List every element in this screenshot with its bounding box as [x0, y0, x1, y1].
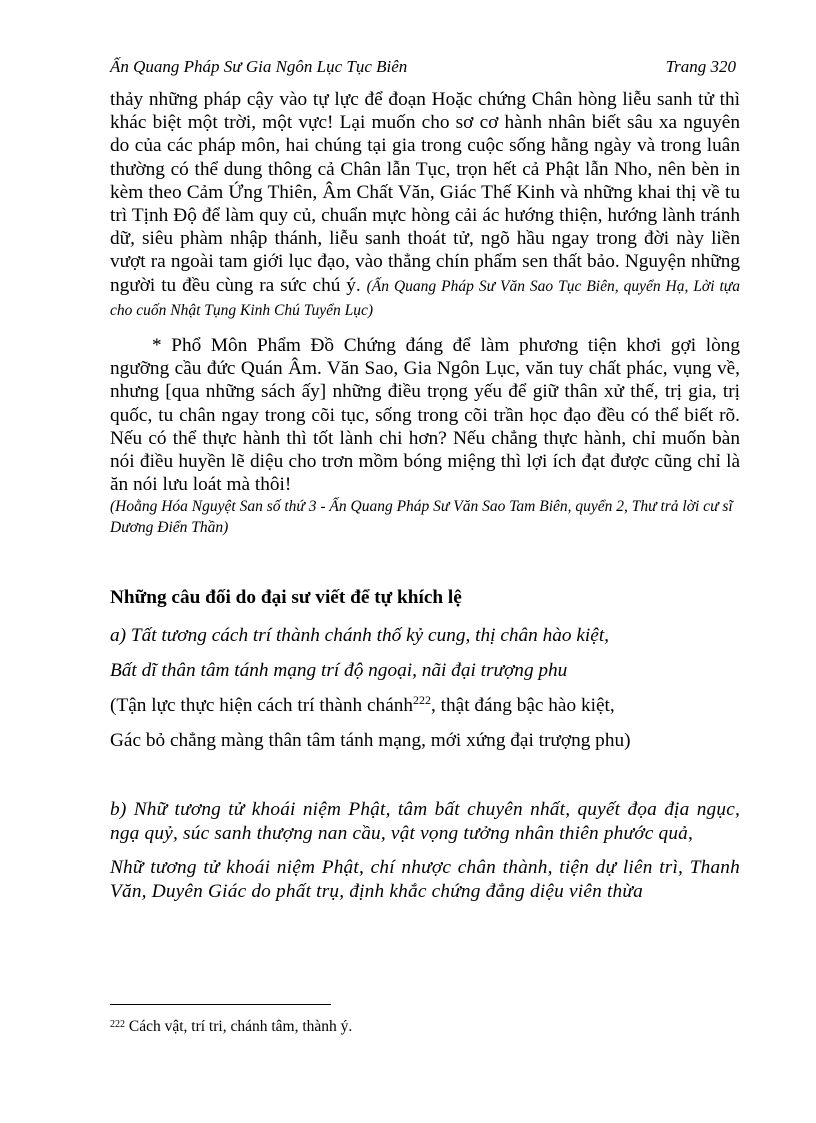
book-title: Ấn Quang Pháp Sư Gia Ngôn Lục Tục Biên [110, 57, 408, 76]
couplet-a-translation-1 [110, 694, 740, 718]
couplet-b-line-1: b) Nhữ tương tử khoái niệm Phật, tâm bất chuyên nhất, quyết đọa địa ngục, ngạ quỷ, súc sanh thượng nan cầu, vật vọng tưởng nhân thiên phước quả, [110, 799, 740, 845]
paragraph-2: * Phổ Môn Phẩm Đồ Chứng đáng để làm phương tiện khơi gợi lòng ngưỡng cầu đức Quán Âm. Văn Sao, Gia Ngôn Lục, văn tuy chất phác, vụng về, nhưng [qua những sách ấy] những điều trọng yếu để giữ thân xử thế, trị gia, trị quốc, tu chân ngay trong cõi tục, sống trong cõi trần học đạo đều có thể biết rõ. Nếu có thể thực hành thì tốt lành chi hơn? Nếu chẳng thực hành, chỉ muốn bàn nói điều huyền lẽ diệu cho trơn mồm bóng miệng thì lợi ích đạt được cũng chỉ là ăn nói lưu loát mà thôi! [110, 335, 740, 496]
footnote-number: 222 [110, 1019, 125, 1030]
spacer [110, 764, 740, 798]
running-header [110, 57, 736, 77]
paragraph-1 [110, 88, 740, 322]
paragraph-1-citation: (Ấn Quang Pháp Sư Văn Sao Tục Biên, quyển Hạ, Lời tựa cho cuốn Nhật Tụng Kinh Chú Tuyển Lục) [110, 277, 740, 319]
translation-1-tail: , thật đáng bậc hào kiệt, [431, 695, 615, 717]
paragraph-1-text: thảy những pháp cậy vào tự lực để đoạn Hoặc chứng Chân hòng liễu sanh tử thì khác biệt một trời, một vực! Lại muốn cho sơ cơ hành nhân biết sâu xa nguyên do của các pháp môn, hai chúng tại gia trong cuộc sống hằng ngày và trong luân thường có thể dung thông cả Chân lẫn Tục, trọn hết cả Phật lẫn Nho, nên bèn in kèm theo Cảm Ứng Thiên, Âm Chất Văn, Giác Thế Kinh và những khai thị về tu trì Tịnh Độ để làm quy củ, chuẩn mực hòng cải ác hướng thiện, hướng lành tránh dữ, siêu phàm nhập thánh, liễu sanh thoát tử, ngõ hầu ngay trong đời này liền vượt ra ngoài tam giới lục đạo, vào thẳng chín phẩm sen thất bảo. Nguyện những người tu đều cùng ra sức chú ý. [110, 89, 740, 296]
page-body [110, 88, 740, 904]
spacer-small [110, 846, 740, 856]
couplet-b-line-2: Nhữ tương tử khoái niệm Phật, chí nhược chân thành, tiện dự liên trì, Thanh Văn, Duyên Giác do phất trụ, định khắc chứng đẳng diệu viên thừa [110, 857, 740, 903]
translation-1-text: (Tận lực thực hiện cách trí thành chánh [110, 695, 414, 717]
paragraph-2-citation: (Hoằng Hóa Nguyệt San số thứ 3 - Ấn Quang Pháp Sư Văn Sao Tam Biên, quyển 2, Thư trả lời cư sĩ Dương Điển Thần) [110, 498, 733, 537]
footnote-reference[interactable]: 222 [413, 693, 432, 708]
footnote-separator [110, 1004, 331, 1005]
couplet-a-translation-2: Gác bỏ chẳng màng thân tâm tánh mạng, mới xứng đại trượng phu) [110, 730, 631, 752]
footnote-text: Cách vật, trí tri, chánh tâm, thành ý. [125, 1018, 353, 1035]
section-heading: Những câu đối do đại sư viết để tự khích lệ [110, 587, 462, 609]
couplet-a-line-1: a) Tất tương cách trí thành chánh thố kỷ cung, thị chân hào kiệt, [110, 625, 610, 647]
footnote [110, 1018, 730, 1036]
page-number: Trang 320 [665, 57, 736, 76]
couplet-a-line-2: Bất dĩ thân tâm tánh mạng trí độ ngoại, nãi đại trượng phu [110, 660, 568, 682]
